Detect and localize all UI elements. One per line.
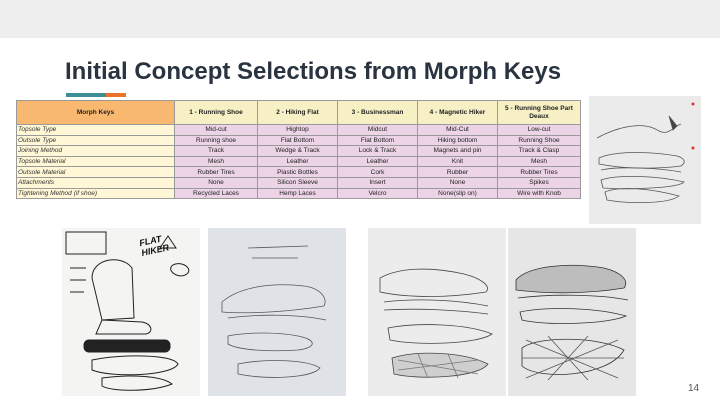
table-cell: Recycled Laces	[175, 188, 258, 199]
table-cell: Plastic Bottles	[258, 167, 338, 178]
column-header: 1 - Running Shoe	[175, 101, 258, 125]
table-cell: Mid-cut	[175, 125, 258, 136]
sketch-hiking-flat	[208, 228, 346, 396]
sketch-businessman	[368, 228, 506, 396]
table-row	[17, 125, 581, 136]
sketch-magnetic-hiker	[508, 228, 636, 396]
sketch-running-shoe-part-deaux	[589, 96, 701, 224]
row-label: Topsole Material	[17, 156, 175, 167]
flat-hiker-label: FLAT HIKER	[138, 233, 170, 258]
table-header-row	[17, 101, 581, 125]
table-cell: None	[418, 177, 498, 188]
table-cell: Velcro	[338, 188, 418, 199]
row-label: Topsole Type	[17, 125, 175, 136]
column-header: 2 - Hiking Flat	[258, 101, 338, 125]
table-cell: Wedge & Track	[258, 146, 338, 157]
table-cell: Spikes	[498, 177, 581, 188]
table-cell: Track & Clasp	[498, 146, 581, 157]
table-cell: None	[175, 177, 258, 188]
table-cell: Running Shoe	[498, 135, 581, 146]
column-header: 4 - Magnetic Hiker	[418, 101, 498, 125]
table-row	[17, 177, 581, 188]
top-bar	[0, 0, 720, 38]
table-cell: Hemp Laces	[258, 188, 338, 199]
table-row	[17, 146, 581, 157]
table-cell: Track	[175, 146, 258, 157]
morph-key-table	[16, 100, 581, 199]
page-number: 14	[688, 383, 700, 394]
table-cell: Insert	[338, 177, 418, 188]
table-row	[17, 188, 581, 199]
row-label: Outsole Material	[17, 167, 175, 178]
table-cell: Mesh	[175, 156, 258, 167]
table-cell: Leather	[258, 156, 338, 167]
title-accent-bar	[66, 93, 126, 97]
table-cell: Midcut	[338, 125, 418, 136]
table-cell: Running shoe	[175, 135, 258, 146]
table-cell: None(slip on)	[418, 188, 498, 199]
table-cell: Leather	[338, 156, 418, 167]
table-cell: Mesh	[498, 156, 581, 167]
table-row	[17, 156, 581, 167]
table-cell: Low-cut	[498, 125, 581, 136]
slide-title: Initial Concept Selections from Morph Keys	[65, 58, 562, 85]
table-corner-header: Morph Keys	[17, 101, 175, 125]
table-cell: Lock & Track	[338, 146, 418, 157]
table-cell: Cork	[338, 167, 418, 178]
column-header: 5 - Running Shoe Part Deaux	[498, 101, 581, 125]
table-cell: Rubber Tires	[175, 167, 258, 178]
table-cell: Rubber Tires	[498, 167, 581, 178]
table-cell: Rubber	[418, 167, 498, 178]
table-cell: Mid-Cut	[418, 125, 498, 136]
table-row	[17, 135, 581, 146]
table-row	[17, 167, 581, 178]
table-cell: Hightop	[258, 125, 338, 136]
table-body	[17, 125, 581, 199]
table-cell: Knit	[418, 156, 498, 167]
table-cell: Wire with Knob	[498, 188, 581, 199]
sketch-flat-hiker	[62, 228, 200, 396]
row-label: Outsole Type	[17, 135, 175, 146]
row-label: Tightening Method (if shoe)	[17, 188, 175, 199]
row-label: Joining Method	[17, 146, 175, 157]
table-cell: Hiking bottom	[418, 135, 498, 146]
column-header: 3 - Businessman	[338, 101, 418, 125]
row-label: Attachments	[17, 177, 175, 188]
table-cell: Flat Bottom	[338, 135, 418, 146]
table-cell: Flat Bottom	[258, 135, 338, 146]
table-cell: Magnets and pin	[418, 146, 498, 157]
table-cell: Silicon Sleeve	[258, 177, 338, 188]
